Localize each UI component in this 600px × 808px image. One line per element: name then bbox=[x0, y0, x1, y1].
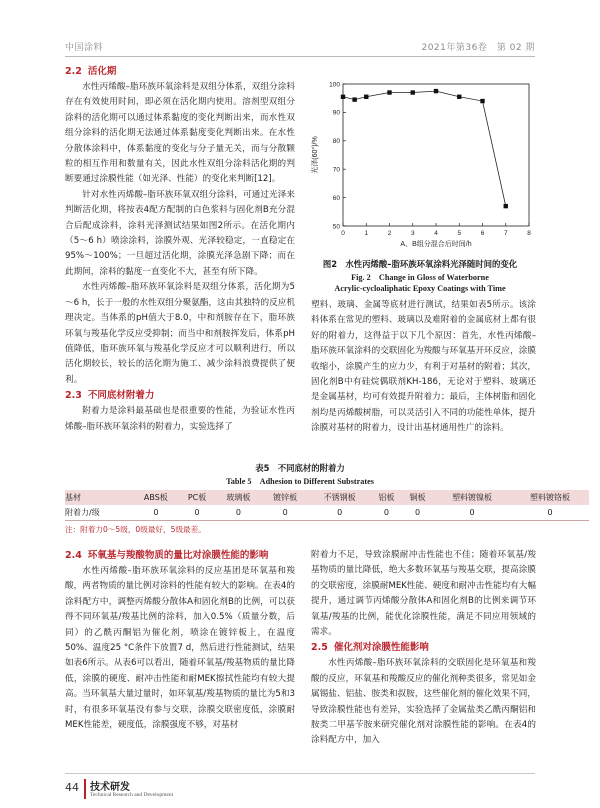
table-header-row bbox=[65, 490, 589, 505]
y-tick-label: 70 bbox=[332, 166, 340, 174]
table-header-cell: 基材 bbox=[65, 490, 133, 505]
section-heading: 2.2 活化期 bbox=[65, 66, 117, 77]
right-column-top bbox=[311, 298, 536, 437]
table-cell: 0 bbox=[308, 505, 370, 521]
x-tick-label: 7 bbox=[503, 230, 508, 237]
table-cell: 附着力/级 bbox=[65, 505, 133, 521]
data-point bbox=[504, 204, 508, 208]
table-cell: 0 bbox=[133, 505, 180, 521]
y-tick-label: 100 bbox=[329, 81, 340, 89]
y-axis-label: 光泽(60°)/% bbox=[312, 136, 319, 174]
table-title-en: Table 5 Adhesion to Different Substrates bbox=[226, 477, 374, 486]
table-cell: 0 bbox=[215, 505, 262, 521]
y-tick-label: 50 bbox=[332, 223, 340, 231]
paragraph: 附着力不足，导致涂膜耐冲击性能也不佳；随着环氧基/羧基物质的量比降低，绝大多数环氧基与羧基交联，提高涂膜的交联密度，涂膜耐MEK性能、硬度和耐冲击性能均有大幅提升，通过调节丙烯酸分散体A和固化剂B的比例来调节环氧基/羧基的比例，能优化涂膜性能，满足不同应用领域的需求。 bbox=[311, 550, 536, 638]
data-point bbox=[364, 95, 368, 99]
x-tick-label: 3 bbox=[410, 230, 415, 237]
footer-column-cn: 技术研发 bbox=[90, 782, 130, 793]
x-tick-label: 5 bbox=[457, 230, 462, 237]
table-header-cell: ABS板 bbox=[133, 490, 180, 505]
data-point bbox=[434, 89, 438, 93]
body-text bbox=[65, 404, 295, 435]
left-column-top bbox=[65, 64, 295, 435]
paragraph: 水性丙烯酸–脂环族环氧涂料是双组分体系，双组分涂料存在有效使用时间，即必须在活化期内使用。溶剂型双组分涂料的活化期可以通过体系黏度的变化判断出来，而水性双组分涂料的活化期无法通过体系黏度变化判断出来。在水性分散体涂料中，体系黏度的变化与分子量无关，而与分散颗粒的相互作用和数量有关，因此水性双组分涂料活化期的判断要通过涂膜性能（如光泽、性能）的变化来判断[12]。 bbox=[65, 82, 295, 185]
page-number: 44 bbox=[65, 781, 79, 794]
body-text bbox=[311, 548, 536, 640]
table-header-cell: 塑料镀镍板 bbox=[433, 490, 511, 505]
table-cell: 0 bbox=[511, 505, 589, 521]
section-heading: 2.3 不同底材附着力 bbox=[65, 390, 155, 402]
data-point bbox=[387, 90, 391, 94]
data-point bbox=[457, 95, 461, 99]
table-row bbox=[65, 505, 589, 521]
table-cell: 0 bbox=[433, 505, 511, 521]
plot-frame bbox=[343, 84, 529, 226]
body-text bbox=[65, 80, 295, 388]
adhesion-table bbox=[65, 490, 589, 521]
chart-axes bbox=[310, 81, 531, 248]
footer-accent-bar bbox=[84, 779, 86, 799]
y-tick-label: 60 bbox=[332, 194, 340, 202]
y-tick-label: 90 bbox=[332, 109, 340, 117]
data-point bbox=[341, 95, 345, 99]
footer-rule bbox=[65, 773, 535, 774]
table-cell: 0 bbox=[371, 505, 402, 521]
data-point bbox=[411, 90, 415, 94]
figure-caption-en: Fig. 2 Change in Gloss of Waterborne Acrylic-cycloaliphatic Epoxy Coatings with Time bbox=[334, 273, 506, 293]
paragraph: 附着力是涂料最基础也是很重要的性能，为验证水性丙烯酸–脂环族环氧涂料的附着力，实验选择了 bbox=[65, 406, 295, 432]
table-header-cell: 塑料镀铬板 bbox=[511, 490, 589, 505]
table-header-cell: 铜板 bbox=[402, 490, 433, 505]
x-tick-label: 4 bbox=[434, 230, 438, 237]
right-column-bottom bbox=[311, 548, 536, 749]
table-header-cell: 玻璃板 bbox=[215, 490, 262, 505]
footer-column-en: Technical Research and Development bbox=[90, 792, 174, 798]
table-cell: 0 bbox=[262, 505, 309, 521]
table-header-cell: 镀锌板 bbox=[262, 490, 309, 505]
figure-caption-cn: 图2 水性丙烯酸–脂环族环氧涂料光泽随时间的变化 bbox=[322, 259, 518, 269]
body-text bbox=[65, 564, 295, 733]
header-rule bbox=[65, 56, 535, 57]
section-heading: 2.5 催化剂对涂膜性能影响 bbox=[311, 642, 429, 654]
gloss-chart bbox=[305, 70, 537, 260]
paragraph: 水性丙烯酸–脂环族环氧涂料的交联固化是环氧基和羧酸的反应，环氧基和羧酸反应的催化剂种类很多，常见如金属锡盐、铝盐、胺类和叔胺，这些催化剂的催化效果不同，导致涂膜性能也有差异，实验选择了金属盐类乙酰丙酮铝和胺类二甲基苄胺来研究催化剂对涂膜性能的影响。在表4的涂料配方中，加入 bbox=[311, 658, 536, 746]
issue-info: 2021年第36卷 第 02 期 bbox=[421, 43, 535, 53]
chart-marks bbox=[341, 89, 508, 208]
series-line bbox=[343, 91, 506, 206]
journal-name: 中国涂料 bbox=[65, 43, 104, 53]
x-tick-label: 8 bbox=[527, 230, 531, 237]
x-tick-label: 2 bbox=[387, 230, 392, 237]
left-column-bottom bbox=[65, 548, 295, 733]
paragraph: 塑料、玻璃、金属等底材进行测试，结果如表5所示。该涂料体系在常见的塑料、玻璃以及难附着的金属底材上都有很好的附着力，这得益于以下几个原因：首先，水性丙烯酸–脂环族环氧涂料的交联固化为羧酸与环氧基开环反应，涂膜收缩小，涂膜产生的应力少，有利于对基材的附着；其次，固化剂B中有硅烷偶联剂KH-186，无论对于塑料、玻璃还是金属基材，均可有效提升附着力；最后，主体树脂和固化剂均是丙烯酸树脂，可以灵活引入不同的功能性单体，提升涂膜对基材的附着力，设计出基材通用性广的涂料。 bbox=[311, 300, 536, 434]
x-tick-label: 0 bbox=[341, 230, 345, 237]
x-tick-label: 1 bbox=[364, 230, 369, 237]
body-text bbox=[311, 656, 536, 748]
paragraph: 水性丙烯酸–脂环族环氧涂料是双组分体系，活化期为5～6 h，长于一般的水性双组分聚氨酯，这由其独特的反应机理决定。当体系的pH值大于8.0，中和剂胺存在下，脂环族环氧与羧基化学反应受抑制；而当中和剂胺挥发后，体系pH值降低，脂环族环氧与羧基化学反应才可以顺利进行，所以活化期较长，较长的活化期为施工、减少涂料浪费提供了便利。 bbox=[65, 282, 295, 385]
section-heading: 2.4 环氧基与羧酸物质的量比对涂膜性能的影响 bbox=[65, 550, 269, 561]
table-cell: 0 bbox=[179, 505, 215, 521]
x-tick-label: 6 bbox=[480, 230, 485, 237]
table-header-cell: 铝板 bbox=[371, 490, 402, 505]
table-cell: 0 bbox=[402, 505, 433, 521]
data-point bbox=[480, 99, 484, 103]
table-note: 注：附着力0～5级，0级最好，5级最差。 bbox=[65, 525, 206, 534]
y-tick-label: 80 bbox=[332, 138, 340, 146]
x-axis-label: A、B组分混合后时间/h bbox=[400, 241, 472, 248]
table-title-cn: 表5 不同底材的附着力 bbox=[255, 463, 345, 473]
data-point bbox=[352, 97, 356, 101]
table-header-cell: 不锈钢板 bbox=[308, 490, 370, 505]
paragraph: 针对水性丙烯酸–脂环族环氧双组分涂料，可通过光泽来判断活化期，将按表4配方配制的白色浆料与固化剂B充分混合后配成涂料，涂料光泽测试结果如图2所示。在活化期内（5～6 h）喷涂涂料，涂膜外观、光泽较稳定，一直稳定在95%～100%；一旦超过活化期，涂膜光泽急剧下降；而在此期间，涂料的黏度一直变化不大，甚至有所下降。 bbox=[65, 189, 295, 277]
paragraph: 水性丙烯酸–脂环族环氧涂料的反应基团是环氧基和羧酸，两者物质的量比例对涂料的性能有较大的影响。在表4的涂料配方中，调整丙烯酸分散体A和固化剂B的比例，可以获得不同环氧基/羧基比例的涂料，加入0.5%（质量分数，后同）的乙酰丙酮铝为催化剂，喷涂在镀锌板上，在温度50%、温度25 °C条件下放置7 d，然后进行性能测试，结果如表6所示。从表6可以看出，随着环氧基/羧基物质的量比降低，涂膜的硬度、耐冲击性能和耐MEK擦拭性能均有较大提高。当环氧基大量过量时，如环氧基/羧基物质的量比为5和3时，有很多环氧基没有参与交联，涂膜交联密度低，涂膜耐MEK性能差，硬度低，涂膜强度不够，对基材 bbox=[65, 566, 295, 731]
table-header-cell: PC板 bbox=[179, 490, 215, 505]
